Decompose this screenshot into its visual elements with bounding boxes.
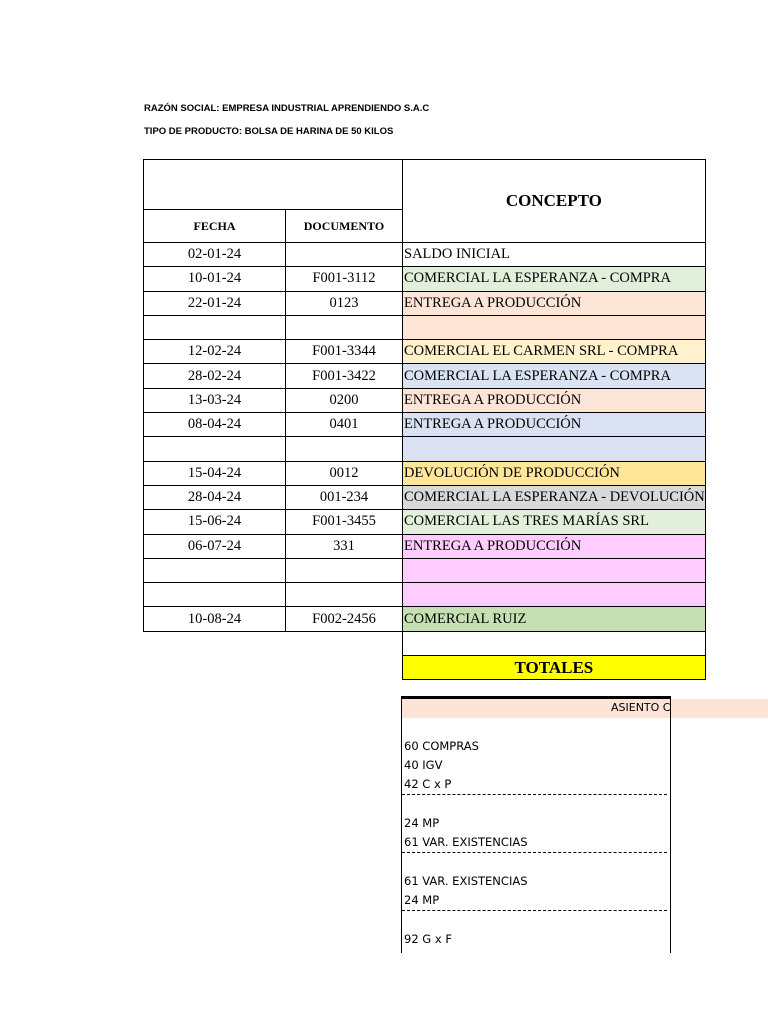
table-row — [144, 558, 706, 582]
spacer-cell — [144, 656, 403, 680]
table-row — [144, 583, 706, 607]
spacer-cell — [144, 631, 403, 655]
fecha-cell: 10-08-24 — [144, 607, 286, 631]
column-header-concepto: CONCEPTO — [403, 160, 706, 243]
fecha-cell — [144, 583, 286, 607]
fecha-cell: 06-07-24 — [144, 534, 286, 558]
fecha-cell: 28-04-24 — [144, 485, 286, 509]
spacer-row — [144, 631, 706, 655]
asiento-title: ASIENTO C — [611, 701, 671, 714]
table-row — [144, 243, 706, 267]
fecha-cell: 22-01-24 — [144, 291, 286, 315]
dashed-separator — [402, 910, 667, 911]
documento-cell: F001-3455 — [286, 510, 403, 534]
table-row — [144, 437, 706, 461]
concepto-cell: ENTREGA A PRODUCCIÓN — [403, 388, 706, 412]
table-row — [144, 364, 706, 388]
table-row — [144, 388, 706, 412]
concepto-cell: ENTREGA A PRODUCCIÓN — [403, 413, 706, 437]
totals-row — [144, 656, 706, 680]
table-row — [144, 461, 706, 485]
fecha-cell: 10-01-24 — [144, 267, 286, 291]
documento-cell: F001-3344 — [286, 340, 403, 364]
fecha-cell: 08-04-24 — [144, 413, 286, 437]
asiento-account: 61 VAR. EXISTENCIAS — [404, 835, 528, 849]
concepto-cell: COMERCIAL LA ESPERANZA - DEVOLUCIÓN — [403, 485, 706, 509]
table-row — [144, 413, 706, 437]
fecha-cell: 12-02-24 — [144, 340, 286, 364]
asiento-account: 40 IGV — [404, 758, 443, 772]
concepto-cell: COMERCIAL LA ESPERANZA - COMPRA — [403, 267, 706, 291]
asiento-account: 42 C x P — [404, 777, 452, 791]
asiento-account: 60 COMPRAS — [404, 739, 479, 753]
documento-cell: 0200 — [286, 388, 403, 412]
concepto-cell — [403, 583, 706, 607]
documento-cell — [286, 243, 403, 267]
table-row — [144, 485, 706, 509]
documento-cell — [286, 558, 403, 582]
documento-cell — [286, 437, 403, 461]
documento-cell: 001-234 — [286, 485, 403, 509]
fecha-cell — [144, 437, 286, 461]
documento-cell: F002-2456 — [286, 607, 403, 631]
table-row — [144, 534, 706, 558]
fecha-cell: 13-03-24 — [144, 388, 286, 412]
totals-label: TOTALES — [403, 656, 706, 680]
fecha-cell — [144, 315, 286, 339]
fecha-cell: 15-04-24 — [144, 461, 286, 485]
documento-cell: 0123 — [286, 291, 403, 315]
concepto-cell: COMERCIAL RUIZ — [403, 607, 706, 631]
concepto-cell: COMERCIAL LA ESPERANZA - COMPRA — [403, 364, 706, 388]
fecha-cell — [144, 558, 286, 582]
concepto-cell: ENTREGA A PRODUCCIÓN — [403, 291, 706, 315]
table-row — [144, 267, 706, 291]
concepto-cell — [403, 437, 706, 461]
fecha-cell: 28-02-24 — [144, 364, 286, 388]
fecha-cell: 02-01-24 — [144, 243, 286, 267]
table-row — [144, 510, 706, 534]
asiento-account: 24 MP — [404, 816, 440, 830]
asiento-account: 24 MP — [404, 893, 440, 907]
table-row — [144, 315, 706, 339]
asiento-account: 92 G x F — [404, 932, 452, 946]
table-row — [144, 291, 706, 315]
documento-cell: 0012 — [286, 461, 403, 485]
header-blank-cell — [144, 160, 403, 210]
table-row — [144, 607, 706, 631]
concepto-cell: COMERCIAL EL CARMEN SRL - COMPRA — [403, 340, 706, 364]
documento-cell: F001-3112 — [286, 267, 403, 291]
documento-cell: 0401 — [286, 413, 403, 437]
dashed-separator — [402, 794, 667, 795]
kardex-table — [143, 159, 706, 680]
dashed-separator — [402, 852, 667, 853]
concepto-cell: SALDO INICIAL — [403, 243, 706, 267]
table-row — [144, 340, 706, 364]
concepto-cell: ENTREGA A PRODUCCIÓN — [403, 534, 706, 558]
concepto-cell — [403, 558, 706, 582]
column-header-documento: DOCUMENTO — [286, 210, 403, 243]
documento-cell: 331 — [286, 534, 403, 558]
asiento-contable-panel — [401, 696, 671, 953]
asiento-account: 61 VAR. EXISTENCIAS — [404, 874, 528, 888]
documento-cell: F001-3422 — [286, 364, 403, 388]
documento-cell — [286, 315, 403, 339]
concepto-cell: DEVOLUCIÓN DE PRODUCCIÓN — [403, 461, 706, 485]
spacer-concepto-cell — [403, 631, 706, 655]
concepto-cell: COMERCIAL LAS TRES MARÍAS SRL — [403, 510, 706, 534]
column-header-fecha: FECHA — [144, 210, 286, 243]
tipo-producto: TIPO DE PRODUCTO: BOLSA DE HARINA DE 50 KILOS — [144, 126, 394, 137]
concepto-cell — [403, 315, 706, 339]
fecha-cell: 15-06-24 — [144, 510, 286, 534]
razon-social: RAZÓN SOCIAL: EMPRESA INDUSTRIAL APRENDIENDO S.A.C — [144, 103, 430, 114]
documento-cell — [286, 583, 403, 607]
